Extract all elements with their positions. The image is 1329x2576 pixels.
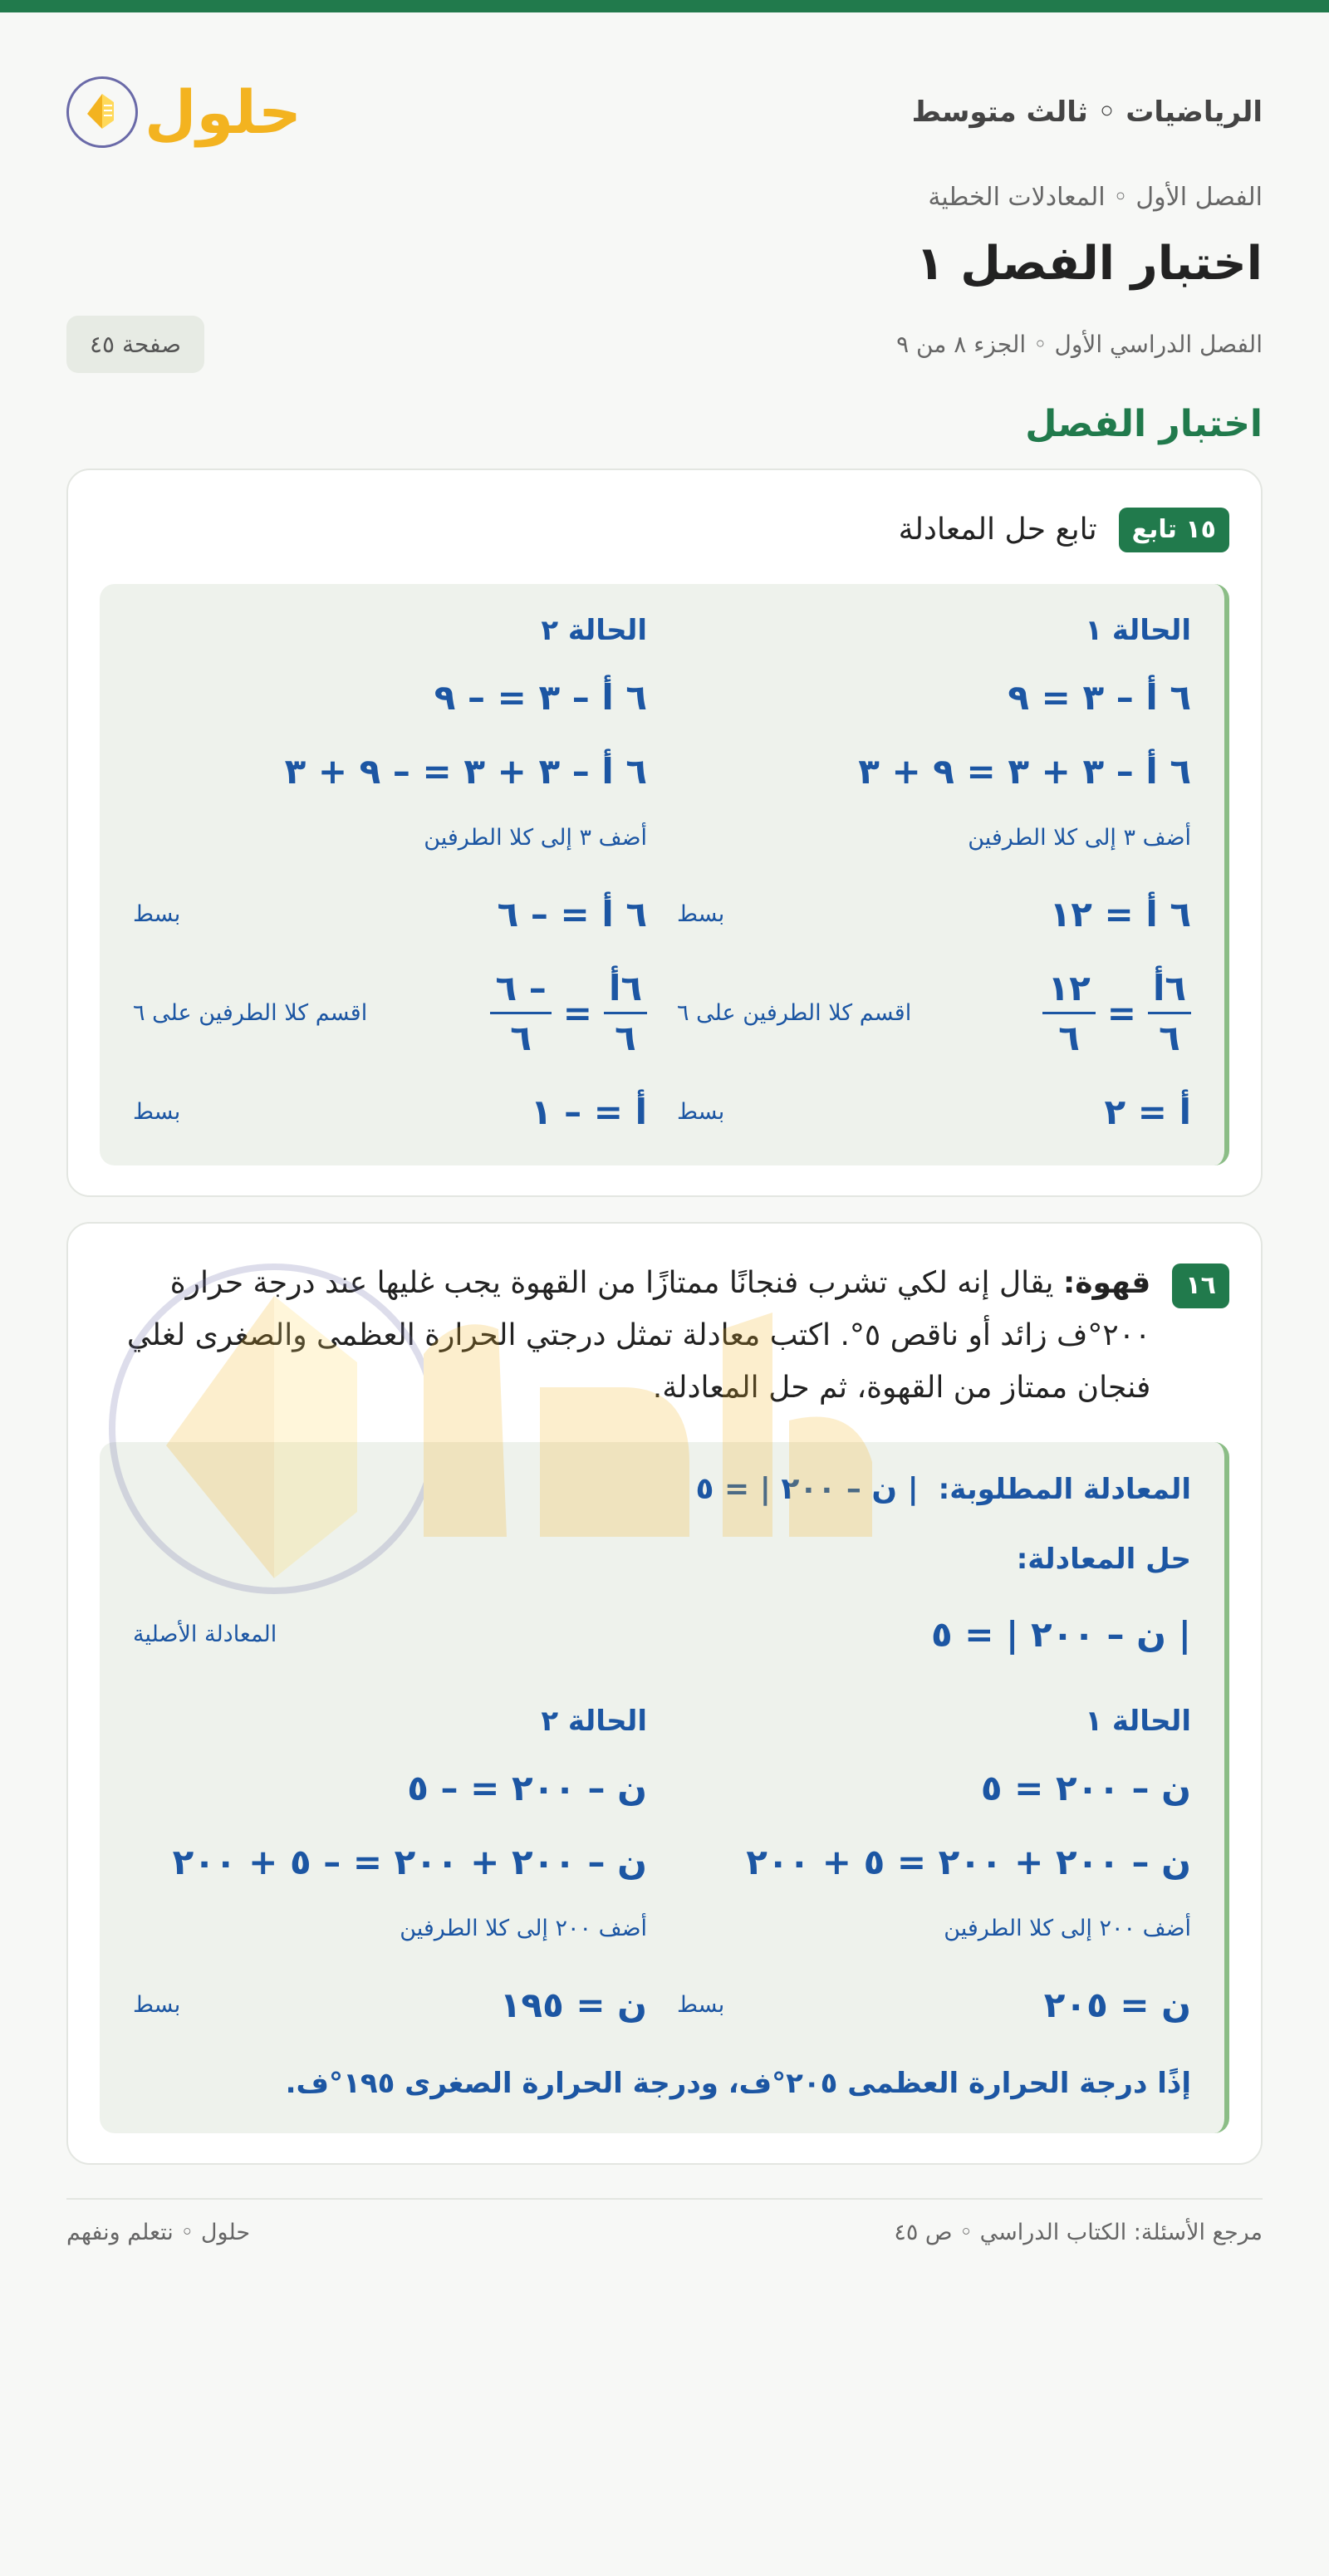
question-body: يقال إنه لكي تشرب فنجانًا ممتازًا من القهوة يجب غليها عند درجة حرارة ٢٠٠°ف زائد أو ناقص ٥°. اكتب معادلة تمثل درجتي الحرارة العظمى والصغرى لغلي فنجان ممتاز من القهوة، ثم حل المعادلة. [126, 1266, 1151, 1405]
equation-line: ن – ٢٠٠ = – ٥ [407, 1768, 647, 1808]
footer-source: مرجع الأسئلة: الكتاب الدراسي ◦ ص ٤٥ [894, 2220, 1263, 2245]
original-equation: | ن – ٢٠٠ | = ٥ [930, 1614, 1191, 1655]
step-label: بسط [677, 1992, 725, 2018]
equation-line: ٦ أ – ٣ = ٩ [1008, 677, 1191, 718]
question-card-15 [66, 469, 1263, 1197]
equation-line: ٦ أ – ٣ + ٣ = – ٩ + ٣ [284, 751, 647, 792]
question-number-badge: ١٦ [1172, 1263, 1229, 1308]
step-note: أضف ٣ إلى كلا الطرفين [968, 825, 1191, 851]
page-title: اختبار الفصل ١ [915, 237, 1263, 291]
page-footer [66, 2198, 1263, 2245]
equals-sign: = [562, 993, 592, 1033]
equation-line: أ = – ١ [530, 1092, 647, 1132]
case-title: الحالة ٢ [541, 614, 647, 647]
fraction [604, 968, 647, 1058]
equation-line: ٦ أ = – ٦ [497, 894, 647, 935]
fraction [1042, 968, 1095, 1058]
numerator: ٦أ [1148, 968, 1191, 1014]
denominator: ٦ [615, 1018, 636, 1058]
step-label: بسط [133, 901, 181, 927]
original-label: المعادلة الأصلية [133, 1622, 277, 1647]
logo-text: حلول [145, 77, 302, 147]
step-note: أضف ٢٠٠ إلى كلا الطرفين [944, 1916, 1191, 1941]
equals-sign: = [1106, 993, 1136, 1033]
equation-line: ن – ٢٠٠ + ٢٠٠ = ٥ + ٢٠٠ [746, 1842, 1191, 1882]
required-equation [133, 1472, 1191, 1506]
denominator: ٦ [1159, 1018, 1180, 1058]
fraction-equation [1042, 968, 1191, 1058]
equation-line: أ = ٢ [1104, 1092, 1191, 1132]
fraction [490, 968, 551, 1058]
question-card-16 [66, 1222, 1263, 2165]
case-1 [677, 1705, 1191, 2058]
page-number-badge: صفحة ٤٥ [66, 316, 204, 373]
solve-title: حل المعادلة: [1016, 1543, 1191, 1576]
case-2 [133, 1705, 647, 2058]
denominator: ٦ [510, 1018, 532, 1058]
subject-label: الرياضيات ◦ ثالث متوسط [911, 96, 1263, 129]
book-logo-icon [66, 76, 138, 148]
solution-box [100, 584, 1229, 1165]
fraction [1148, 968, 1191, 1058]
equation-line: ن – ٢٠٠ = ٥ [980, 1768, 1191, 1808]
denominator: ٦ [1058, 1018, 1080, 1058]
numerator: ٦أ [604, 968, 647, 1014]
equation-line: ٦ أ – ٣ = – ٩ [434, 677, 647, 718]
equation-line: ن – ٢٠٠ + ٢٠٠ = – ٥ + ٢٠٠ [172, 1842, 647, 1882]
footer-brand: حلول ◦ نتعلم ونفهم [66, 2220, 251, 2245]
page-meta: الفصل الدراسي الأول ◦ الجزء ٨ من ٩ [896, 331, 1263, 358]
case-1 [677, 614, 1191, 1132]
case-2 [133, 614, 647, 1132]
question-text [100, 1257, 1150, 1414]
question-lead: قهوة: [1062, 1266, 1151, 1300]
numerator: ١٢ [1042, 968, 1095, 1014]
logo[interactable] [66, 76, 302, 148]
app-header [66, 12, 1263, 191]
step-label: بسط [677, 1099, 725, 1125]
step-label: بسط [133, 1099, 181, 1125]
top-accent-bar [0, 0, 1329, 12]
equation-line: ٦ أ – ٣ + ٣ = ٩ + ٣ [858, 751, 1191, 792]
step-note: أضف ٣ إلى كلا الطرفين [424, 825, 647, 851]
case-title: الحالة ٢ [541, 1705, 647, 1738]
step-note: أضف ٢٠٠ إلى كلا الطرفين [400, 1916, 647, 1941]
question-text: تابع حل المعادلة [898, 513, 1097, 547]
equation-line: ٦ أ = ١٢ [1049, 894, 1191, 935]
step-label: بسط [133, 1992, 181, 2018]
breadcrumb: الفصل الأول ◦ المعادلات الخطية [928, 183, 1263, 212]
section-title: اختبار الفصل [1025, 403, 1263, 445]
equation-line: ن = ٢٠٥ [1043, 1985, 1191, 2025]
equation-line: ن = ١٩٥ [499, 1985, 647, 2025]
step-label: اقسم كلا الطرفين على ٦ [677, 1000, 912, 1026]
step-label: اقسم كلا الطرفين على ٦ [133, 1000, 368, 1026]
solution-box [100, 1442, 1229, 2133]
numerator: – ٦ [490, 968, 551, 1014]
case-title: الحالة ١ [1085, 1705, 1191, 1738]
required-label: المعادلة المطلوبة: [938, 1473, 1191, 1506]
case-title: الحالة ١ [1085, 614, 1191, 647]
conclusion: إذًا درجة الحرارة العظمى ٢٠٥°ف، ودرجة الحرارة الصغرى ١٩٥°ف. [285, 2067, 1191, 2100]
fraction-equation [490, 968, 647, 1058]
question-number-badge: ١٥ تابع [1119, 508, 1229, 552]
step-label: بسط [677, 901, 725, 927]
required-eq: | ن – ٢٠٠ | = ٥ [695, 1472, 919, 1506]
